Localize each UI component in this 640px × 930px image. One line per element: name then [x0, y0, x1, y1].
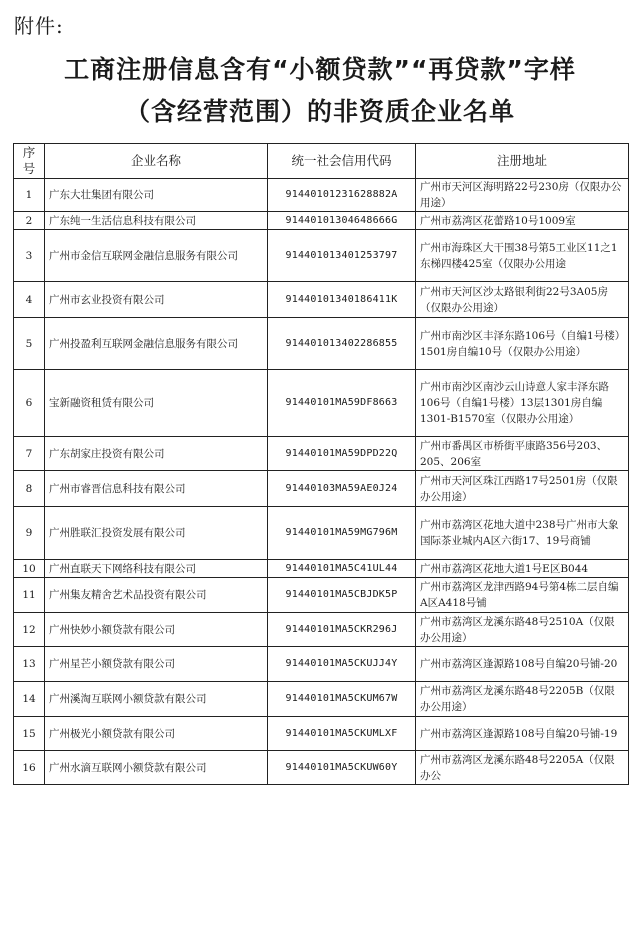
row-index: 13 — [14, 647, 45, 682]
registered-address: 广州市天河区沙太路银利街22号3A05房（仅限办公用途） — [416, 282, 629, 318]
table-row — [14, 179, 629, 212]
company-name: 广州投盈利互联网金融信息服务有限公司 — [45, 318, 268, 370]
credit-code: 91440101304648666G — [268, 212, 416, 230]
credit-code: 91440101MA5CKUJJ4Y — [268, 647, 416, 682]
company-name: 广东胡家庄投资有限公司 — [45, 437, 268, 471]
row-index: 6 — [14, 370, 45, 437]
header-company-name: 企业名称 — [45, 144, 268, 179]
table-row — [14, 717, 629, 751]
table-header-row — [14, 144, 629, 179]
company-name: 广州水滴互联网小额贷款有限公司 — [45, 751, 268, 785]
credit-code: 91440103MA59AE0J24 — [268, 471, 416, 507]
registered-address: 广州市荔湾区龙溪东路48号2205B（仅限办公用途） — [416, 682, 629, 717]
credit-code: 914401013401253797 — [268, 230, 416, 282]
registered-address: 广州市天河区海明路22号230房（仅限办公用途） — [416, 179, 629, 212]
credit-code: 91440101MA5CKUMLXF — [268, 717, 416, 751]
table-row — [14, 318, 629, 370]
company-name: 广州极光小额贷款有限公司 — [45, 717, 268, 751]
credit-code: 91440101231628882A — [268, 179, 416, 212]
row-index: 3 — [14, 230, 45, 282]
registered-address: 广州市荔湾区龙溪东路48号2205A（仅限办公 — [416, 751, 629, 785]
company-name: 广州市玄业投资有限公司 — [45, 282, 268, 318]
registered-address: 广州市天河区珠江西路17号2501房（仅限办公用途） — [416, 471, 629, 507]
table-row — [14, 647, 629, 682]
credit-code: 91440101MA5CKUW60Y — [268, 751, 416, 785]
table-row — [14, 560, 629, 578]
company-name: 广州星芒小额贷款有限公司 — [45, 647, 268, 682]
row-index: 14 — [14, 682, 45, 717]
table-row — [14, 682, 629, 717]
table-row — [14, 437, 629, 471]
company-name: 广东大壮集团有限公司 — [45, 179, 268, 212]
registered-address: 广州市荔湾区花蕾路10号1009室 — [416, 212, 629, 230]
company-name: 广东纯一生活信息科技有限公司 — [45, 212, 268, 230]
credit-code: 91440101MA5CBJDK5P — [268, 578, 416, 613]
table-row — [14, 282, 629, 318]
header-index: 序号 — [14, 144, 45, 179]
annex-label: 附件: — [14, 14, 64, 38]
enterprise-table — [13, 143, 629, 785]
row-index: 5 — [14, 318, 45, 370]
row-index: 9 — [14, 507, 45, 560]
row-index: 15 — [14, 717, 45, 751]
registered-address: 广州市荔湾区逢源路108号自编20号铺-19 — [416, 717, 629, 751]
document-title-line-2: （含经营范围）的非资质企业名单 — [124, 97, 515, 126]
company-name: 广州快妙小额贷款有限公司 — [45, 613, 268, 647]
credit-code: 91440101MA5CKUM67W — [268, 682, 416, 717]
header-address: 注册地址 — [416, 144, 629, 179]
registered-address: 广州市番禺区市桥街平康路356号203、205、206室 — [416, 437, 629, 471]
header-credit-code: 统一社会信用代码 — [268, 144, 416, 179]
registered-address: 广州市荔湾区龙溪东路48号2510A（仅限办公用途） — [416, 613, 629, 647]
document-title-line-1: 工商注册信息含有“小额贷款”“再贷款”字样 — [64, 55, 576, 84]
table-row — [14, 370, 629, 437]
company-name: 广州溪淘互联网小额贷款有限公司 — [45, 682, 268, 717]
company-name: 广州集友精舍艺术品投资有限公司 — [45, 578, 268, 613]
company-name: 广州胜联汇投资发展有限公司 — [45, 507, 268, 560]
registered-address: 广州市荔湾区逢源路108号自编20号铺-20 — [416, 647, 629, 682]
row-index: 8 — [14, 471, 45, 507]
row-index: 12 — [14, 613, 45, 647]
table-row — [14, 507, 629, 560]
company-name: 宝新融资租赁有限公司 — [45, 370, 268, 437]
table-body — [14, 179, 629, 785]
row-index: 4 — [14, 282, 45, 318]
company-name: 广州直联天下网络科技有限公司 — [45, 560, 268, 578]
row-index: 11 — [14, 578, 45, 613]
registered-address: 广州市荔湾区花地大道1号E区B044 — [416, 560, 629, 578]
registered-address: 广州市海珠区大干围38号第5工业区11之1东梯四楼425室（仅限办公用途 — [416, 230, 629, 282]
registered-address: 广州市荔湾区花地大道中238号广州市大象国际茶业城内A区六街17、19号商铺 — [416, 507, 629, 560]
row-index: 2 — [14, 212, 45, 230]
table-row — [14, 230, 629, 282]
registered-address: 广州市南沙区丰泽东路106号（自编1号楼）1501房自编10号（仅限办公用途） — [416, 318, 629, 370]
table-row — [14, 471, 629, 507]
registered-address: 广州市荔湾区龙津西路94号第4栋二层自编A区A418号铺 — [416, 578, 629, 613]
row-index: 10 — [14, 560, 45, 578]
row-index: 1 — [14, 179, 45, 212]
registered-address: 广州市南沙区南沙云山诗意人家丰泽东路106号（自编1号楼）13层1301房自编1301-B1570室（仅限办公用途） — [416, 370, 629, 437]
table-row — [14, 613, 629, 647]
credit-code: 91440101MA5C41UL44 — [268, 560, 416, 578]
table-row — [14, 578, 629, 613]
credit-code: 914401013402286855 — [268, 318, 416, 370]
table-row — [14, 751, 629, 785]
credit-code: 91440101MA59DF8663 — [268, 370, 416, 437]
credit-code: 91440101MA5CKR296J — [268, 613, 416, 647]
row-index: 16 — [14, 751, 45, 785]
company-name: 广州市金信互联网金融信息服务有限公司 — [45, 230, 268, 282]
credit-code: 91440101340186411K — [268, 282, 416, 318]
row-index: 7 — [14, 437, 45, 471]
credit-code: 91440101MA59DPD22Q — [268, 437, 416, 471]
table-row — [14, 212, 629, 230]
company-name: 广州市睿晋信息科技有限公司 — [45, 471, 268, 507]
credit-code: 91440101MA59MG796M — [268, 507, 416, 560]
